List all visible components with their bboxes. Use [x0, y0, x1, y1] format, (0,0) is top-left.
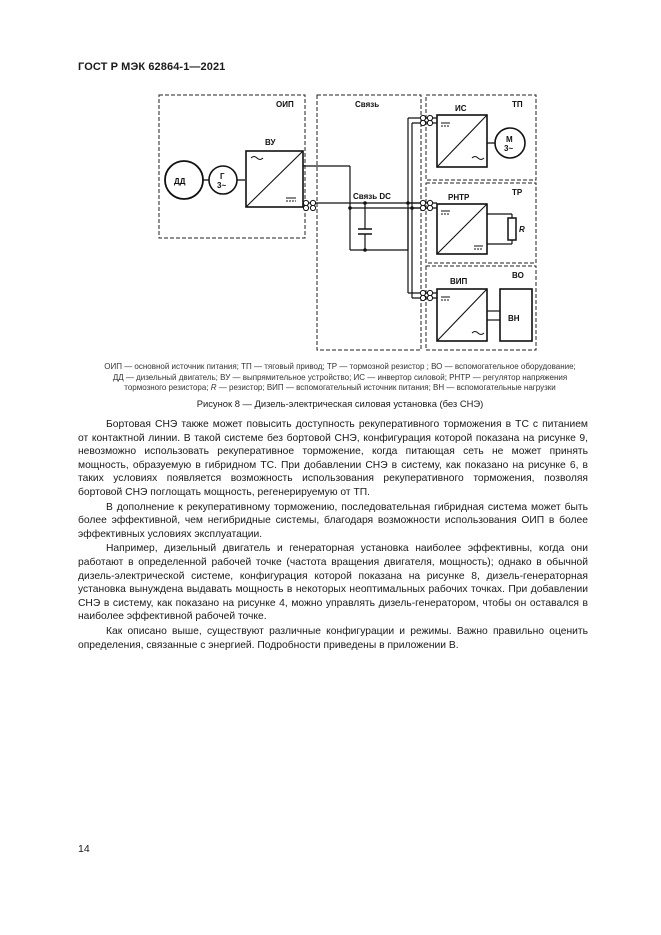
- figure-caption: Рисунок 8 — Дизель-электрическая силовая установка (без СНЭ): [196, 398, 484, 409]
- body-text: [78, 418, 588, 652]
- legend-r-symbol: R: [210, 383, 217, 392]
- legend-text: тормозного резистора;: [124, 383, 209, 392]
- rectifier-symbol: [246, 151, 303, 207]
- oip-block: [159, 95, 305, 238]
- paragraph: В дополнение к рекуперативному торможению, последовательная гибридная система может быть более эффективной, чем негибридные системы, благодаря возможности использования ОИП в более эффективных условиях эксплуатации.: [78, 501, 588, 540]
- r-label: R: [519, 225, 525, 234]
- vip-label: ВИП: [450, 277, 468, 286]
- paragraph: Как описано выше, существуют различные конфигурации и режимы. Важно правильно оценить определения, связанные с энергией. Подробности приведены в приложении В.: [78, 625, 588, 651]
- m-phase-label: 3~: [504, 144, 514, 153]
- dd-label: ДД: [174, 177, 186, 186]
- figure-legend: [70, 362, 610, 394]
- g-phase-label: 3~: [217, 181, 227, 190]
- inverter-symbol: [437, 115, 487, 167]
- oip-label: ОИП: [276, 100, 294, 109]
- legend-line: ДД — дизельный двигатель; ВУ — выпрямительное устройство; ИС — инвертор силовой; РНТР — регулятор напряжения: [112, 372, 568, 382]
- legend-text: — резистор; ВИП — вспомогательный источник питания; ВН — вспомогательные нагрузки: [218, 383, 556, 392]
- aux-converter-symbol: [437, 289, 500, 341]
- dc-link-label: Связь DC: [353, 192, 391, 201]
- tr-label: ТР: [512, 188, 523, 197]
- vu-label: ВУ: [265, 138, 276, 147]
- link-label: Связь: [355, 100, 380, 109]
- tp-label: ТП: [512, 100, 523, 109]
- resistor-symbol: [508, 218, 516, 240]
- vn-label: ВН: [508, 314, 520, 323]
- m-label: М: [506, 135, 513, 144]
- vo-label: ВО: [512, 271, 524, 280]
- document-header: ГОСТ Р МЭК 62864-1—2021: [78, 61, 226, 73]
- g-label: Г: [220, 172, 225, 181]
- paragraph: Например, дизельный двигатель и генераторная установка наиболее эффективны, когда они работают в определенной рабочей точке (частота вращения двигателя, мощность); однако в обычной дизель-электрической системе, конфигурация которой показана на рисунке 8, дизель-генераторная установка вынуждена выдавать мощность в некоторых неоптимальных рабочих точках. При добавлении СНЭ в систему, как показано на рисунке 4, можно управлять дизель-генератором, чтобы он оставался в наиболее эффективной рабочей точке.: [78, 543, 588, 623]
- brake-chopper-symbol: [437, 204, 512, 254]
- legend-line: [70, 383, 610, 394]
- is-label: ИС: [455, 104, 467, 113]
- page-number: 14: [78, 843, 90, 855]
- circuit-diagram: [150, 88, 550, 358]
- rntr-label: РНТР: [448, 193, 470, 202]
- legend-line: ОИП — основной источник питания; ТП — тяговый привод; ТР — тормозной резистор ; ВО — вспомогательное оборудование;: [104, 362, 576, 371]
- paragraph: Бортовая СНЭ также может повысить доступность рекуперативного торможения в ТС с питанием от контактной линии. В такой системе без бортовой СНЭ, конфигурация которой показана на рисунке 9, невозможно использовать рекуперативное торможение, когда питающая сеть не может принять мощность, образуемую в гибридном ТС. При добавлении СНЭ в систему, как показано на рисунке 6, в таких условиях появляется возможность использования рекуперативного торможения, позволяя бортовой СНЭ поглощать мощность, регенерируемую от ТП.: [78, 419, 588, 498]
- link-block: [317, 95, 421, 350]
